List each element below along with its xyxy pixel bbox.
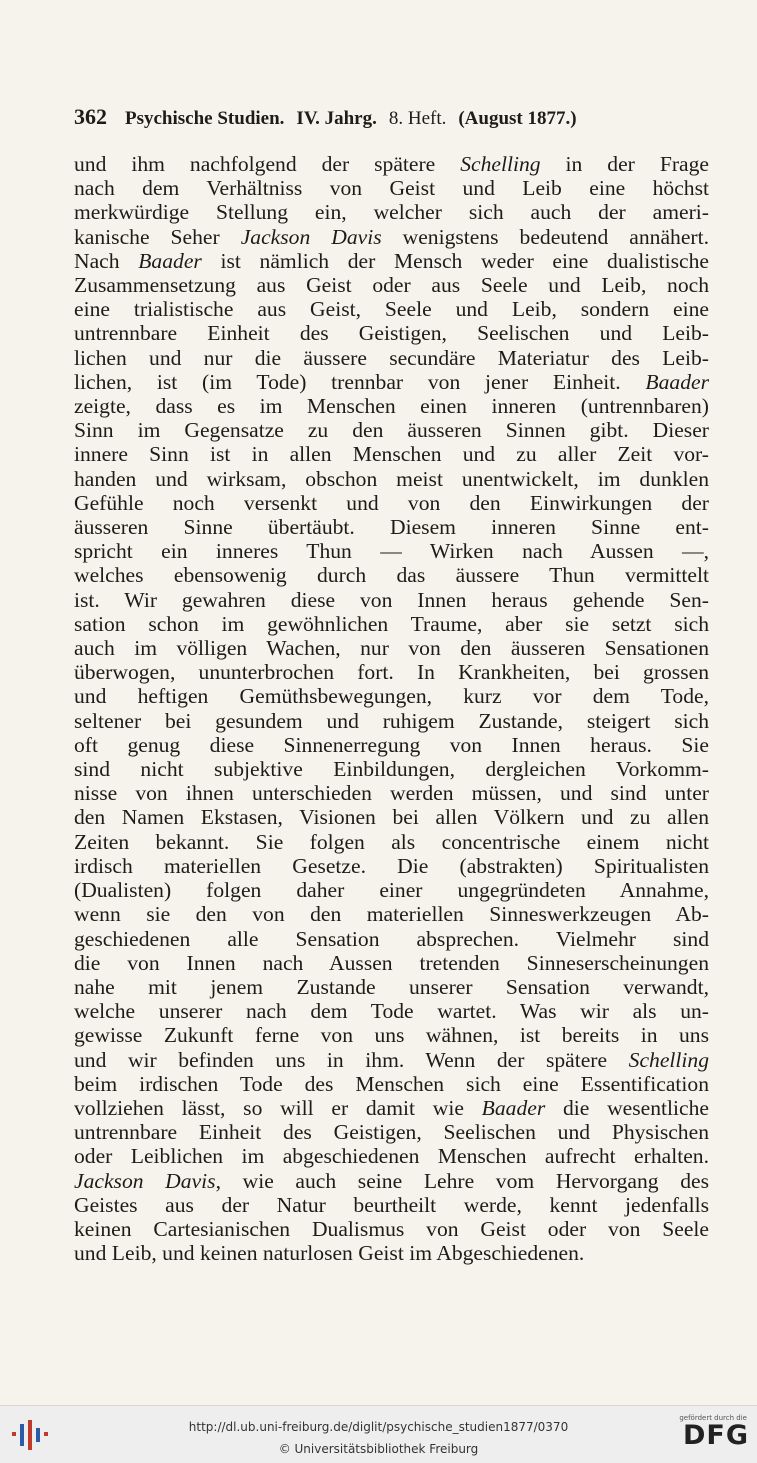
dfg-logo[interactable]	[667, 1414, 749, 1458]
text-segment: die wesentliche	[545, 1095, 709, 1120]
italic-name: Schelling	[460, 152, 541, 176]
text-line	[74, 1120, 709, 1144]
text-line	[74, 878, 709, 902]
text-line	[74, 927, 709, 951]
text-segment: den Namen Ekstasen, Visionen bei allen Völkern und zu allen	[74, 805, 709, 830]
text-segment: Gefühle noch versenkt und von den Einwirkungen der	[74, 490, 709, 515]
text-line	[74, 1096, 709, 1120]
page-number: 362	[74, 104, 107, 129]
journal-title: Psychische Studien.	[125, 108, 285, 129]
text-segment: ist nämlich der Mensch weder eine dualistische	[201, 248, 709, 273]
text-segment: ist. Wir gewahren diese von Innen heraus gehende Sen-	[74, 587, 709, 612]
text-line	[74, 297, 709, 321]
text-segment: sind nicht subjektive Einbildungen, dergleichen Vorkomm-	[74, 757, 709, 782]
text-line	[74, 563, 709, 587]
text-segment: , wie auch seine Lehre vom Hervorgang des	[215, 1168, 709, 1193]
text-line	[74, 854, 709, 878]
text-line	[74, 273, 709, 297]
text-segment: und heftigen Gemüthsbewegungen, kurz vor dem Tode,	[74, 684, 709, 709]
text-segment: und wir befinden uns in ihm. Wenn der spätere	[74, 1047, 629, 1072]
italic-name: Baader	[645, 369, 709, 394]
text-line	[74, 418, 709, 442]
text-segment: die von Innen nach Aussen tretenden Sinneserscheinungen	[74, 950, 709, 975]
text-segment: gewisse Zukunft ferne von uns wähnen, ist bereits in uns	[74, 1023, 709, 1048]
text-line	[74, 1048, 709, 1072]
text-segment: seltener bei gesundem und ruhigem Zustande, steigert sich	[74, 708, 709, 733]
dfg-logo-text: DFG	[682, 1420, 749, 1451]
text-segment: lichen, ist (im Tode) trennbar von jener Einheit.	[74, 369, 646, 394]
text-line	[74, 249, 709, 273]
italic-name: Baader	[138, 248, 202, 273]
text-line	[74, 1217, 709, 1241]
text-line	[74, 152, 709, 176]
text-segment: wenn sie den von den materiellen Sinneswerkzeugen Ab-	[74, 902, 709, 927]
text-segment: äusseren Sinne übertäubt. Diesem inneren Sinne ent-	[74, 515, 709, 540]
text-line	[74, 999, 709, 1023]
text-line	[74, 1023, 709, 1047]
text-segment: untrennbare Einheit des Geistigen, Seelischen und Leib-	[74, 321, 709, 346]
text-segment: innere Sinn ist in allen Menschen und zu aller Zeit vor-	[74, 442, 709, 467]
text-line	[74, 321, 709, 345]
text-line	[74, 491, 709, 515]
text-segment: eine trialistische aus Geist, Seele und Leib, sondern eine	[74, 297, 709, 322]
text-line	[74, 781, 709, 805]
dfg-caption: gefördert durch die	[679, 1414, 747, 1422]
text-segment: überwogen, ununterbrochen fort. In Krankheiten, bei grossen	[74, 660, 709, 685]
text-line	[74, 660, 709, 684]
text-segment: Zusammensetzung aus Geist oder aus Seele und Leib, noch	[74, 273, 709, 298]
text-line	[74, 442, 709, 466]
text-segment: vollziehen lässt, so will er damit wie	[74, 1095, 482, 1120]
volume-label: IV. Jahrg.	[296, 108, 377, 129]
text-segment: irdisch materiellen Gesetze. Die (abstrakten) Spiritualisten	[74, 853, 709, 878]
text-line	[74, 588, 709, 612]
text-segment: Zeiten bekannt. Sie folgen als concentrische einem nicht	[74, 829, 709, 854]
text-segment: merkwürdige Stellung ein, welcher sich auch der ameri-	[74, 200, 709, 225]
viewer-footer	[0, 1405, 757, 1463]
text-segment: Sinn im Gegensatze zu den äusseren Sinnen gibt. Dieser	[74, 418, 709, 443]
text-line	[74, 684, 709, 708]
text-segment: Nach	[74, 248, 139, 273]
text-segment: in der Frage	[540, 152, 709, 176]
text-segment: und Leib, und keinen naturlosen Geist im Abgeschiedenen.	[74, 1241, 585, 1266]
text-line	[74, 1241, 709, 1265]
body-text	[74, 152, 709, 1265]
text-segment: wenigstens bedeutend annähert.	[381, 224, 709, 249]
text-line	[74, 636, 709, 660]
text-line	[74, 176, 709, 200]
text-line	[74, 515, 709, 539]
text-segment: keinen Cartesianischen Dualismus von Geist oder von Seele	[74, 1216, 709, 1241]
italic-name: Jackson Davis	[240, 224, 382, 249]
text-segment: beim irdischen Tode des Menschen sich eine Essentification	[74, 1071, 709, 1096]
text-segment: nahe mit jenem Zustande unserer Sensation verwandt,	[74, 974, 709, 999]
text-segment: spricht ein inneres Thun — Wirken nach Aussen —,	[74, 539, 709, 564]
italic-name: Baader	[481, 1095, 546, 1120]
text-line	[74, 1193, 709, 1217]
text-segment: und ihm nachfolgend der spätere	[74, 152, 461, 176]
text-line	[74, 951, 709, 975]
text-segment: kanische Seher	[74, 224, 241, 249]
text-line	[74, 757, 709, 781]
text-segment: geschiedenen alle Sensation absprechen. Vielmehr sind	[74, 926, 709, 951]
text-line	[74, 346, 709, 370]
text-line	[74, 733, 709, 757]
text-segment: nach dem Verhältniss von Geist und Leib eine höchst	[74, 176, 709, 201]
text-line	[74, 539, 709, 563]
issue-date: (August 1877.)	[458, 108, 577, 129]
footer-copyright: © Universitätsbibliothek Freiburg	[278, 1442, 479, 1456]
footer-url-link[interactable]: http://dl.ub.uni-freiburg.de/diglit/psychische_studien1877/0370	[188, 1420, 569, 1434]
italic-name: Schelling	[628, 1047, 709, 1072]
text-line	[74, 370, 709, 394]
text-line	[74, 394, 709, 418]
text-line	[74, 902, 709, 926]
text-line	[74, 612, 709, 636]
text-segment: nisse von ihnen unterschieden werden müssen, und sind unter	[74, 781, 709, 806]
text-segment: sation schon im gewöhnlichen Traume, aber sie setzt sich	[74, 611, 709, 636]
text-segment: Geistes aus der Natur beurtheilt werde, kennt jedenfalls	[74, 1192, 709, 1217]
text-line	[74, 1072, 709, 1096]
text-segment: oft genug diese Sinnenerregung von Innen heraus. Sie	[74, 732, 709, 757]
text-line	[74, 1144, 709, 1168]
text-segment: welches ebensowenig durch das äussere Thun vermittelt	[74, 563, 709, 588]
text-line	[74, 200, 709, 224]
text-segment: lichen und nur die äussere secundäre Materiatur des Leib-	[74, 345, 709, 370]
text-line	[74, 709, 709, 733]
running-header	[74, 104, 714, 130]
text-segment: oder Leiblichen im abgeschiedenen Menschen aufrecht erhalten.	[74, 1144, 709, 1169]
text-line	[74, 1169, 709, 1193]
text-line	[74, 805, 709, 829]
text-line	[74, 467, 709, 491]
italic-name: Jackson Davis	[74, 1168, 216, 1193]
text-line	[74, 975, 709, 999]
text-segment: untrennbare Einheit des Geistigen, Seelischen und Physischen	[74, 1120, 709, 1145]
text-segment: auch im völligen Wachen, nur von den äusseren Sensationen	[74, 636, 709, 661]
text-line	[74, 225, 709, 249]
text-segment: handen und wirksam, obschon meist unentwickelt, im dunklen	[74, 466, 709, 491]
text-segment: welche unserer nach dem Tode wartet. Was wir als un-	[74, 999, 709, 1024]
issue-label: 8. Heft.	[388, 108, 447, 129]
text-segment: zeigte, dass es im Menschen einen inneren (untrennbaren)	[74, 394, 709, 419]
text-line	[74, 830, 709, 854]
text-segment: (Dualisten) folgen daher einer ungegründeten Annahme,	[74, 878, 709, 903]
